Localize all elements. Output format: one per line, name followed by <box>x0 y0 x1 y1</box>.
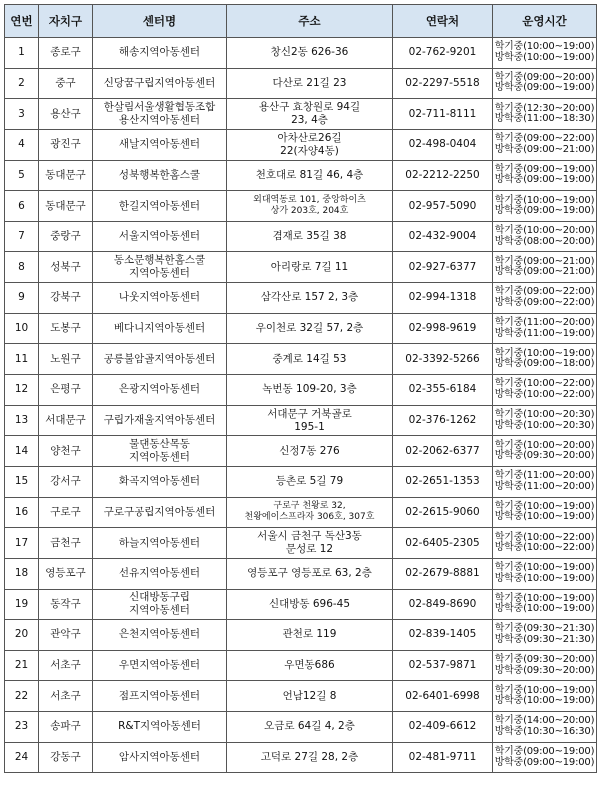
address-line: 고덕로 27길 28, 2층 <box>260 751 359 764</box>
vacation-hours: 방학중(09:00~19:00) <box>494 205 595 217</box>
address-cell <box>227 528 393 559</box>
district-cell: 금천구 <box>39 528 93 559</box>
vacation-hours: 방학중(09:00~22:00) <box>494 296 595 308</box>
semester-hours: 학기중(10:00~19:00) <box>494 562 595 574</box>
address-cell <box>227 68 393 99</box>
semester-hours: 학기중(09:00~19:00) <box>494 746 595 758</box>
district-cell: 서초구 <box>39 650 93 681</box>
table-row <box>5 681 597 712</box>
hours-cell <box>493 650 597 681</box>
vacation-hours: 방학중(09:30~21:30) <box>494 633 595 645</box>
hours-cell <box>493 160 597 191</box>
header-phone: 연락처 <box>393 5 493 38</box>
header-no: 연번 <box>5 5 39 38</box>
address-line: 신정7동 276 <box>279 444 340 457</box>
row-number: 4 <box>5 129 39 160</box>
center-name-cell <box>93 497 227 528</box>
address-line: 아차산로26길 <box>277 131 342 144</box>
address-line: 195-1 <box>294 420 325 433</box>
phone-cell: 02-998-9619 <box>393 313 493 344</box>
address-line: 우면동686 <box>284 659 335 672</box>
district-cell: 구로구 <box>39 497 93 528</box>
center-name-cell <box>93 313 227 344</box>
center-name-cell <box>93 650 227 681</box>
phone-cell: 02-376-1262 <box>393 405 493 436</box>
phone-cell: 02-432-9004 <box>393 221 493 252</box>
semester-hours: 학기중(12:30~20:00) <box>494 102 595 114</box>
address-cell <box>227 160 393 191</box>
address-line: 문성로 12 <box>285 543 334 556</box>
district-cell: 동작구 <box>39 589 93 620</box>
table-row <box>5 99 597 130</box>
semester-hours: 학기중(09:30~20:00) <box>494 654 595 666</box>
address-line: 언남12길 8 <box>282 689 337 702</box>
row-number: 10 <box>5 313 39 344</box>
center-name-line: 지역아동센터 <box>129 604 190 617</box>
table-row <box>5 528 597 559</box>
row-number: 22 <box>5 681 39 712</box>
district-cell: 종로구 <box>39 38 93 69</box>
row-number: 20 <box>5 620 39 651</box>
address-line: 23, 4층 <box>291 114 328 127</box>
address-line: 신대방동 696-45 <box>268 597 351 610</box>
district-cell: 노원구 <box>39 344 93 375</box>
vacation-hours: 방학중(09:30~20:00) <box>494 450 595 462</box>
center-name-line: 하늘지역아동센터 <box>118 536 201 549</box>
vacation-hours: 방학중(09:00~19:00) <box>494 82 595 94</box>
phone-cell: 02-2062-6377 <box>393 436 493 467</box>
center-name-cell <box>93 742 227 773</box>
address-line: 천호대로 81길 46, 4층 <box>255 168 364 181</box>
address-line: 구로구 천왕로 32, <box>273 501 346 512</box>
row-number: 23 <box>5 712 39 743</box>
row-number: 24 <box>5 742 39 773</box>
district-cell: 동대문구 <box>39 191 93 222</box>
address-line: 영등포구 영등포로 63, 2층 <box>247 567 372 580</box>
center-name-line: 구립가재울지역아동센터 <box>103 414 216 426</box>
center-name-line: 은천지역아동센터 <box>118 628 201 641</box>
vacation-hours: 방학중(10:00~22:00) <box>494 542 595 554</box>
vacation-hours: 방학중(09:00~19:00) <box>494 756 595 768</box>
semester-hours: 학기중(10:00~20:00) <box>494 225 595 237</box>
vacation-hours: 방학중(11:00~19:00) <box>494 327 595 339</box>
phone-cell: 02-994-1318 <box>393 283 493 314</box>
hours-cell <box>493 620 597 651</box>
center-name-cell <box>93 405 227 436</box>
address-line: 중계로 14길 53 <box>272 352 347 365</box>
phone-cell: 02-2679-8881 <box>393 558 493 589</box>
table-row <box>5 650 597 681</box>
hours-cell <box>493 466 597 497</box>
phone-cell: 02-2651-1353 <box>393 466 493 497</box>
center-name-line: 나웃지역아동센터 <box>118 291 201 304</box>
center-name-line: 구로구공립지역아동센터 <box>103 505 216 518</box>
header-district: 자치구 <box>39 5 93 38</box>
phone-cell: 02-762-9201 <box>393 38 493 69</box>
table-row <box>5 436 597 467</box>
address-cell <box>227 283 393 314</box>
row-number: 13 <box>5 405 39 436</box>
address-cell <box>227 191 393 222</box>
address-cell <box>227 375 393 406</box>
row-number: 17 <box>5 528 39 559</box>
address-line: 서대문구 거북골로 <box>267 407 352 420</box>
phone-cell: 02-481-9711 <box>393 742 493 773</box>
row-number: 18 <box>5 558 39 589</box>
semester-hours: 학기중(10:00~22:00) <box>494 378 595 390</box>
center-name-cell <box>93 160 227 191</box>
table-row <box>5 252 597 283</box>
semester-hours: 학기중(09:00~21:00) <box>494 255 595 267</box>
table-header <box>5 5 597 38</box>
row-number: 5 <box>5 160 39 191</box>
address-cell <box>227 221 393 252</box>
phone-cell: 02-537-9871 <box>393 650 493 681</box>
table-row <box>5 191 597 222</box>
center-name-line: R&T지역아동센터 <box>118 720 201 733</box>
phone-cell: 02-927-6377 <box>393 252 493 283</box>
center-name-line: 성북행복한홈스쿨 <box>118 168 201 181</box>
vacation-hours: 방학중(09:00~21:00) <box>494 266 595 278</box>
header-center: 센터명 <box>93 5 227 38</box>
district-cell: 용산구 <box>39 99 93 130</box>
semester-hours: 학기중(10:00~20:30) <box>494 409 595 420</box>
hours-cell <box>493 712 597 743</box>
vacation-hours: 방학중(10:30~16:30) <box>494 725 595 737</box>
center-name-cell <box>93 712 227 743</box>
table-row <box>5 38 597 69</box>
district-cell: 강서구 <box>39 466 93 497</box>
table-body <box>5 38 597 773</box>
row-number: 7 <box>5 221 39 252</box>
address-cell <box>227 405 393 436</box>
address-cell <box>227 436 393 467</box>
address-line: 아리랑로 7길 11 <box>270 260 349 273</box>
district-cell: 양천구 <box>39 436 93 467</box>
vacation-hours: 방학중(09:00~18:00) <box>494 358 595 370</box>
phone-cell: 02-409-6612 <box>393 712 493 743</box>
phone-cell: 02-957-5090 <box>393 191 493 222</box>
semester-hours: 학기중(11:00~20:00) <box>494 470 595 482</box>
center-name-cell <box>93 221 227 252</box>
hours-cell <box>493 742 597 773</box>
district-cell: 관악구 <box>39 620 93 651</box>
vacation-hours: 방학중(11:00~20:00) <box>494 480 595 492</box>
vacation-hours: 방학중(10:00~19:00) <box>494 572 595 584</box>
address-line: 녹번동 109-20, 3층 <box>262 383 357 396</box>
row-number: 21 <box>5 650 39 681</box>
address-line: 창신2동 626-36 <box>270 46 349 59</box>
address-cell <box>227 38 393 69</box>
district-cell: 강동구 <box>39 742 93 773</box>
row-number: 3 <box>5 99 39 130</box>
district-cell: 성북구 <box>39 252 93 283</box>
center-name-line: 암사지역아동센터 <box>118 751 201 764</box>
center-name-cell <box>93 38 227 69</box>
hours-cell <box>493 68 597 99</box>
vacation-hours: 방학중(09:00~21:00) <box>494 143 595 155</box>
center-name-cell <box>93 528 227 559</box>
address-cell <box>227 589 393 620</box>
center-name-cell <box>93 99 227 130</box>
center-name-cell <box>93 191 227 222</box>
header-hours: 운영시간 <box>493 5 597 38</box>
center-name-line: 지역아동센터 <box>129 451 190 464</box>
row-number: 9 <box>5 283 39 314</box>
table-row <box>5 313 597 344</box>
semester-hours: 학기중(09:00~22:00) <box>494 133 595 145</box>
hours-cell <box>493 558 597 589</box>
table-row <box>5 129 597 160</box>
semester-hours: 학기중(10:00~19:00) <box>494 347 595 359</box>
center-name-line: 새날지역아동센터 <box>118 138 201 151</box>
hours-cell <box>493 497 597 528</box>
header-row <box>5 5 597 38</box>
phone-cell: 02-849-8690 <box>393 589 493 620</box>
district-cell: 도봉구 <box>39 313 93 344</box>
address-cell <box>227 681 393 712</box>
center-name-line: 동소문행복한홈스쿨 <box>113 254 206 267</box>
row-number: 1 <box>5 38 39 69</box>
phone-cell: 02-3392-5266 <box>393 344 493 375</box>
hours-cell <box>493 528 597 559</box>
row-number: 11 <box>5 344 39 375</box>
table-row <box>5 68 597 99</box>
center-name-line: 한길지역아동센터 <box>118 199 201 212</box>
row-number: 16 <box>5 497 39 528</box>
semester-hours: 학기중(10:00~19:00) <box>494 41 595 53</box>
hours-cell <box>493 99 597 130</box>
district-cell: 중랑구 <box>39 221 93 252</box>
table-row <box>5 160 597 191</box>
hours-cell <box>493 221 597 252</box>
address-line: 22(자양4동) <box>280 144 339 157</box>
phone-cell: 02-839-1405 <box>393 620 493 651</box>
district-cell: 영등포구 <box>39 558 93 589</box>
address-cell <box>227 497 393 528</box>
semester-hours: 학기중(11:00~20:00) <box>494 317 595 329</box>
vacation-hours: 방학중(09:30~20:00) <box>494 664 595 676</box>
table-row <box>5 742 597 773</box>
district-cell: 은평구 <box>39 375 93 406</box>
semester-hours: 학기중(09:30~21:30) <box>494 623 595 635</box>
address-cell <box>227 129 393 160</box>
address-cell <box>227 344 393 375</box>
center-name-line: 물댄동산목동 <box>129 438 190 451</box>
address-line: 등촌로 5길 79 <box>275 475 344 488</box>
center-name-line: 서울지역아동센터 <box>118 230 201 243</box>
hours-cell <box>493 589 597 620</box>
district-cell: 광진구 <box>39 129 93 160</box>
center-name-line: 공릉불암골지역아동센터 <box>103 352 216 365</box>
hours-cell <box>493 38 597 69</box>
semester-hours: 학기중(09:00~19:00) <box>494 163 595 175</box>
hours-cell <box>493 129 597 160</box>
semester-hours: 학기중(10:00~22:00) <box>494 531 595 543</box>
table-row <box>5 712 597 743</box>
address-line: 다산로 21길 23 <box>272 76 347 89</box>
center-name-cell <box>93 620 227 651</box>
address-cell <box>227 742 393 773</box>
semester-hours: 학기중(10:00~19:00) <box>494 592 595 604</box>
vacation-hours: 방학중(10:00~19:00) <box>494 511 595 523</box>
hours-cell <box>493 681 597 712</box>
table-row <box>5 344 597 375</box>
vacation-hours: 방학중(10:00~19:00) <box>494 695 595 707</box>
hours-cell <box>493 283 597 314</box>
center-name-line: 점프지역아동센터 <box>118 689 201 702</box>
vacation-hours: 방학중(10:00~22:00) <box>494 388 595 400</box>
address-line: 삼각산로 157 2, 3층 <box>260 291 359 304</box>
semester-hours: 학기중(09:00~20:00) <box>494 71 595 83</box>
phone-cell: 02-2212-2250 <box>393 160 493 191</box>
hours-cell <box>493 405 597 436</box>
address-cell <box>227 99 393 130</box>
center-name-cell <box>93 436 227 467</box>
table-row <box>5 589 597 620</box>
vacation-hours: 방학중(08:00~20:00) <box>494 235 595 247</box>
phone-cell: 02-498-0404 <box>393 129 493 160</box>
phone-cell: 02-2615-9060 <box>393 497 493 528</box>
row-number: 12 <box>5 375 39 406</box>
row-number: 8 <box>5 252 39 283</box>
phone-cell: 02-355-6184 <box>393 375 493 406</box>
semester-hours: 학기중(10:00~19:00) <box>494 194 595 206</box>
hours-cell <box>493 344 597 375</box>
semester-hours: 학기중(09:00~22:00) <box>494 286 595 298</box>
center-name-cell <box>93 681 227 712</box>
center-name-line: 은광지역아동센터 <box>118 383 201 396</box>
center-name-line: 선유지역아동센터 <box>118 567 201 580</box>
address-line: 상가 203호, 204호 <box>270 206 349 217</box>
address-cell <box>227 313 393 344</box>
district-cell: 송파구 <box>39 712 93 743</box>
address-cell <box>227 558 393 589</box>
address-line: 오금로 64길 4, 2층 <box>264 720 355 733</box>
center-name-line: 화곡지역아동센터 <box>118 475 201 488</box>
hours-cell <box>493 252 597 283</box>
district-cell: 강북구 <box>39 283 93 314</box>
address-line: 천왕에이스프라자 306호, 307호 <box>244 512 375 523</box>
center-name-line: 신당꿈구립지역아동센터 <box>103 76 216 89</box>
center-name-line: 지역아동센터 <box>129 267 190 280</box>
table-row <box>5 497 597 528</box>
district-cell: 서대문구 <box>39 405 93 436</box>
district-cell: 서초구 <box>39 681 93 712</box>
address-cell <box>227 650 393 681</box>
district-cell: 중구 <box>39 68 93 99</box>
semester-hours: 학기중(14:00~20:00) <box>494 715 595 727</box>
center-table-container <box>4 4 596 773</box>
center-name-cell <box>93 68 227 99</box>
center-name-line: 용산지역아동센터 <box>118 114 201 127</box>
row-number: 14 <box>5 436 39 467</box>
table-row <box>5 405 597 436</box>
phone-cell: 02-6401-6998 <box>393 681 493 712</box>
table-row <box>5 375 597 406</box>
center-table <box>4 4 597 773</box>
hours-cell <box>493 375 597 406</box>
phone-cell: 02-711-8111 <box>393 99 493 130</box>
phone-cell: 02-6405-2305 <box>393 528 493 559</box>
hours-cell <box>493 436 597 467</box>
center-name-cell <box>93 252 227 283</box>
address-cell <box>227 620 393 651</box>
table-row <box>5 466 597 497</box>
center-name-cell <box>93 558 227 589</box>
center-name-cell <box>93 466 227 497</box>
vacation-hours: 방학중(10:00~20:30) <box>494 419 595 431</box>
address-cell <box>227 252 393 283</box>
center-name-cell <box>93 344 227 375</box>
hours-cell <box>493 191 597 222</box>
hours-cell <box>493 313 597 344</box>
address-line: 외대역동로 101, 중앙하이츠 <box>253 195 366 206</box>
address-cell <box>227 712 393 743</box>
row-number: 19 <box>5 589 39 620</box>
address-line: 겸재로 35길 38 <box>272 230 347 243</box>
center-name-line: 베다니지역아동센터 <box>113 322 206 335</box>
address-line: 우이천로 32길 57, 2층 <box>255 322 364 335</box>
district-cell: 동대문구 <box>39 160 93 191</box>
row-number: 15 <box>5 466 39 497</box>
center-name-cell <box>93 589 227 620</box>
address-line: 서울시 금천구 독산3동 <box>257 530 362 543</box>
vacation-hours: 방학중(11:00~18:30) <box>494 113 595 125</box>
vacation-hours: 방학중(10:00~19:00) <box>494 51 595 63</box>
table-row <box>5 620 597 651</box>
semester-hours: 학기중(10:00~19:00) <box>494 684 595 696</box>
semester-hours: 학기중(10:00~19:00) <box>494 500 595 512</box>
center-name-cell <box>93 375 227 406</box>
center-name-line: 한살림서울생활협동조합 <box>103 101 216 114</box>
address-line: 용산구 효창원로 94길 <box>258 101 361 114</box>
row-number: 2 <box>5 68 39 99</box>
phone-cell: 02-2297-5518 <box>393 68 493 99</box>
table-row <box>5 558 597 589</box>
row-number: 6 <box>5 191 39 222</box>
table-row <box>5 221 597 252</box>
vacation-hours: 방학중(10:00~19:00) <box>494 603 595 615</box>
center-name-cell <box>93 129 227 160</box>
center-name-line: 우면지역아동센터 <box>118 659 201 672</box>
semester-hours: 학기중(10:00~20:00) <box>494 439 595 451</box>
address-cell <box>227 466 393 497</box>
center-name-line: 신대방동구립 <box>129 591 190 604</box>
header-address: 주소 <box>227 5 393 38</box>
address-line: 관천로 119 <box>282 628 337 641</box>
table-row <box>5 283 597 314</box>
vacation-hours: 방학중(09:00~19:00) <box>494 174 595 186</box>
center-name-cell <box>93 283 227 314</box>
center-name-line: 해송지역아동센터 <box>118 46 201 59</box>
